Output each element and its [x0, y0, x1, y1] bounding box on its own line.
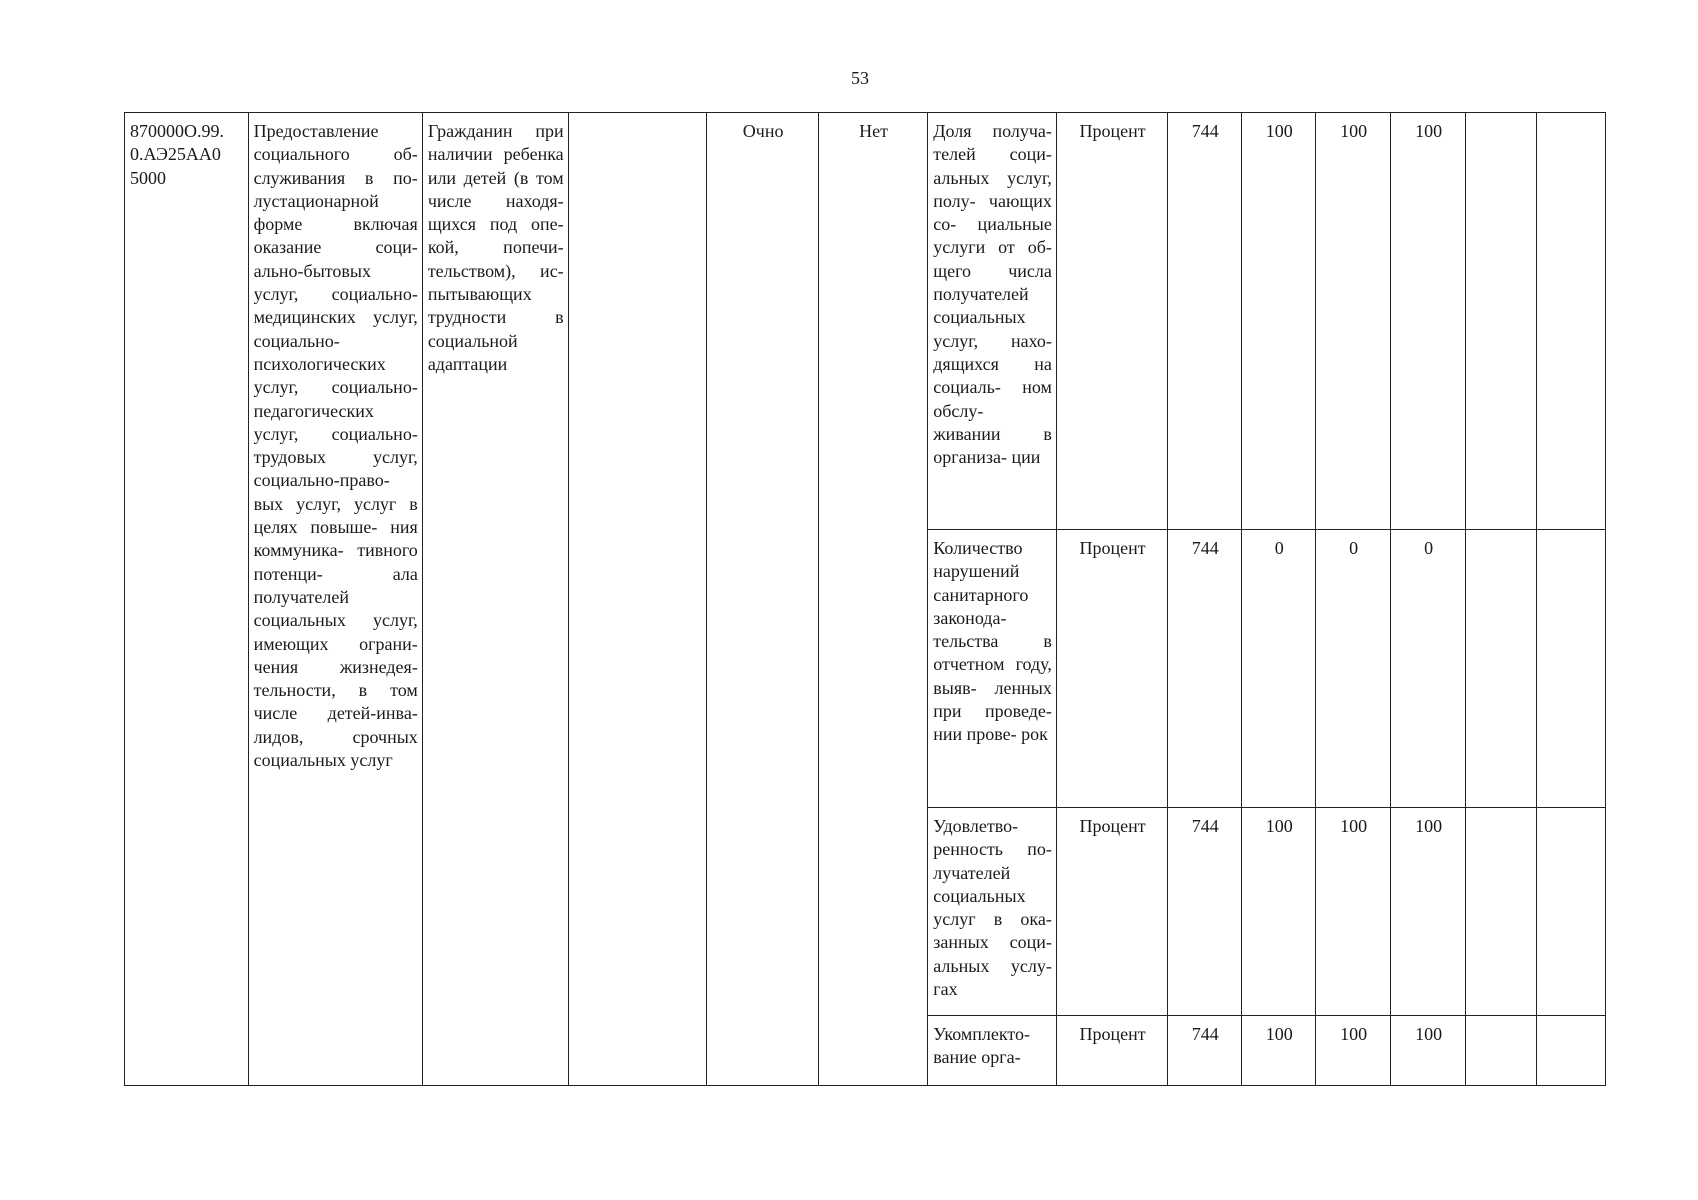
indicator-extra-1-cell: [1466, 113, 1537, 530]
indicator-extra-1-cell: [1466, 1016, 1537, 1086]
service-indicators-table: [124, 112, 1606, 1086]
indicator-value-2-cell: 100: [1316, 808, 1391, 1016]
indicator-extra-1-cell: [1466, 530, 1537, 808]
registry-code-cell: 870000О.99. 0.АЭ25АА0 5000: [125, 113, 249, 1086]
indicator-extra-2-cell: [1537, 1016, 1606, 1086]
indicator-value-2-cell: 100: [1316, 113, 1391, 530]
indicator-value-3-cell: 100: [1391, 808, 1466, 1016]
indicator-okei-cell: 744: [1168, 808, 1242, 1016]
indicator-value-1-cell: 100: [1242, 113, 1316, 530]
recipient-category-cell: Гражданин при наличии ребенка или детей (в том числе находя- щихся под опе- кой, попечи- тельством), ис- пытывающих трудности в социальной адаптации: [422, 113, 568, 1086]
indicator-name-cell: Укомплекто- вание орга-: [928, 1016, 1057, 1086]
indicator-value-3-cell: 100: [1391, 113, 1466, 530]
indicator-name-cell: Количество нарушений санитарного законода- тельства в отчетном году, выяв- ленных при проведе- нии прове- рок: [928, 530, 1057, 808]
indicator-value-2-cell: 0: [1316, 530, 1391, 808]
indicator-value-3-cell: 0: [1391, 530, 1466, 808]
indicator-value-1-cell: 100: [1242, 808, 1316, 1016]
empty-cell: [568, 113, 707, 1086]
indicator-unit-cell: Процент: [1056, 530, 1167, 808]
indicator-okei-cell: 744: [1168, 530, 1242, 808]
indicator-okei-cell: 744: [1168, 113, 1242, 530]
indicator-extra-2-cell: [1537, 808, 1606, 1016]
page-number: 53: [851, 68, 869, 88]
indicator-value-1-cell: 0: [1242, 530, 1316, 808]
indicator-name-cell: Удовлетво- ренность по- лучателей социальных услуг в ока- занных соци- альных услу- гах: [928, 808, 1057, 1016]
service-description-cell: Предоставление социального об- служивания в по- лустационарной форме включая оказание соци- ально-бытовых услуг, социально- медицинских услуг, социально- психологических услуг, социально- педагогических услуг, социально- трудовых услуг, социально-право- вых услуг, услуг в целях повыше- ния коммуника- тивного потенци- ала получателей социальных услуг, имеющих ограни- чения жизнедея- тельности, в том числе детей-инва- лидов, срочных социальных услуг: [248, 113, 422, 1086]
indicator-value-3-cell: 100: [1391, 1016, 1466, 1086]
service-form-cell: Очно: [707, 113, 818, 1086]
indicator-name-cell: Доля получа- телей соци- альных услуг, полу- чающих со- циальные услуги от об- щего числа получателей социальных услуг, нахо- дящихся на социаль- ном обслу- живании в организа- ции: [928, 113, 1057, 530]
indicator-extra-2-cell: [1537, 530, 1606, 808]
indicator-unit-cell: Процент: [1056, 113, 1167, 530]
indicator-okei-cell: 744: [1168, 1016, 1242, 1086]
indicator-extra-2-cell: [1537, 113, 1606, 530]
table-row: [125, 113, 1606, 530]
indicator-extra-1-cell: [1466, 808, 1537, 1016]
indicator-unit-cell: Процент: [1056, 808, 1167, 1016]
indicator-unit-cell: Процент: [1056, 1016, 1167, 1086]
indicator-value-1-cell: 100: [1242, 1016, 1316, 1086]
indicator-value-2-cell: 100: [1316, 1016, 1391, 1086]
service-flag-cell: Нет: [818, 113, 927, 1086]
